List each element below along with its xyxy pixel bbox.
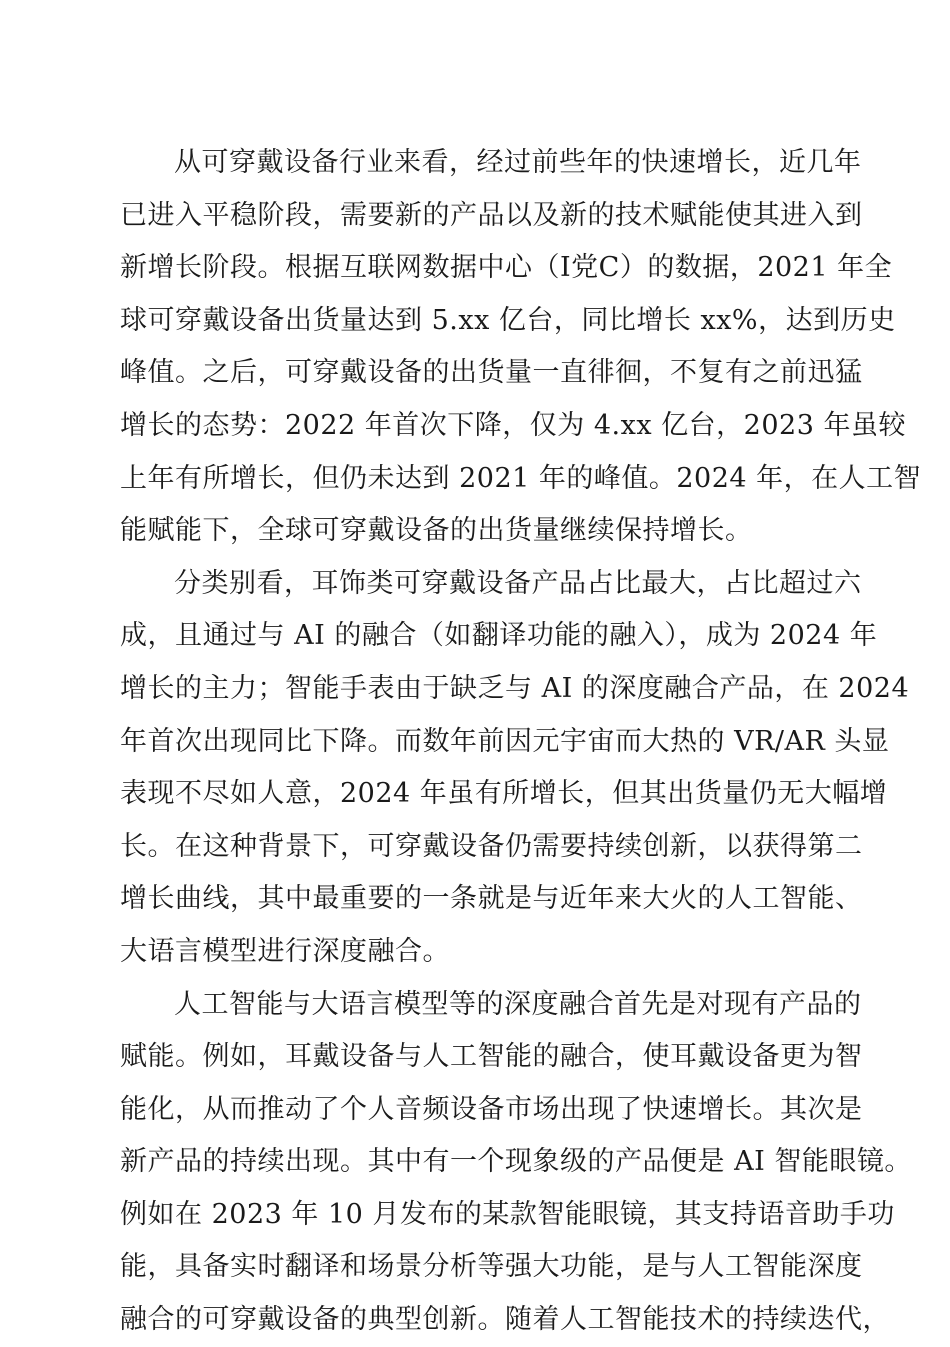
text-line: 新产品的持续出现。其中有一个现象级的产品便是 AI 智能眼镜。 — [120, 1146, 912, 1178]
text-line: 赋能。例如，耳戴设备与人工智能的融合，使耳戴设备更为智 — [120, 1041, 863, 1073]
text-line: 年首次出现同比下降。而数年前因元宇宙而大热的 VR/AR 头显 — [120, 725, 890, 757]
text-line: 球可穿戴设备出货量达到 5.xx 亿台，同比增长 xx%，达到历史 — [120, 304, 896, 336]
text-line: 长。在这种背景下，可穿戴设备仍需要持续创新，以获得第二 — [120, 830, 863, 862]
text-line: 增长的主力；智能手表由于缺乏与 AI 的深度融合产品，在 2024 — [120, 672, 910, 704]
text-line: 能，具备实时翻译和场景分析等强大功能，是与人工智能深度 — [120, 1251, 863, 1283]
text-line: 已进入平稳阶段，需要新的产品以及新的技术赋能使其进入到 — [120, 199, 863, 231]
text-line: 增长的态势：2022 年首次下降，仅为 4.xx 亿台，2023 年虽较 — [120, 409, 906, 441]
text-line: 能赋能下，全球可穿戴设备的出货量继续保持增长。 — [120, 515, 753, 547]
text-line: 从可穿戴设备行业来看，经过前些年的快速增长，近几年 — [174, 147, 862, 178]
text-line: 新增长阶段。根据互联网数据中心（I党C）的数据，2021 年全 — [120, 252, 893, 284]
text-line: 融合的可穿戴设备的典型创新。随着人工智能技术的持续迭代， — [120, 1304, 890, 1336]
text-line: 增长曲线，其中最重要的一条就是与近年来大火的人工智能、 — [120, 883, 863, 915]
text-line: 分类别看，耳饰类可穿戴设备产品占比最大，占比超过六 — [174, 567, 862, 599]
paragraph-2 — [120, 558, 910, 979]
paragraph-3 — [120, 979, 912, 1347]
text-line: 大语言模型进行深度融合。 — [120, 935, 450, 967]
text-line: 表现不尽如人意，2024 年虽有所增长，但其出货量仍无大幅增 — [120, 778, 888, 810]
body-text — [120, 137, 922, 1347]
text-line: 上年有所增长，但仍未达到 2021 年的峰值。2024 年，在人工智 — [120, 462, 922, 494]
text-line: 例如在 2023 年 10 月发布的某款智能眼镜，其支持语音助手功 — [120, 1198, 895, 1230]
text-line: 能化，从而推动了个人音频设备市场出现了快速增长。其次是 — [120, 1093, 863, 1125]
paragraph-1 — [120, 137, 922, 558]
text-line: 成，且通过与 AI 的融合（如翻译功能的融入），成为 2024 年 — [120, 620, 878, 652]
text-line: 峰值。之后，可穿戴设备的出货量一直徘徊，不复有之前迅猛 — [120, 357, 863, 389]
text-line: 人工智能与大语言模型等的深度融合首先是对现有产品的 — [174, 988, 862, 1020]
